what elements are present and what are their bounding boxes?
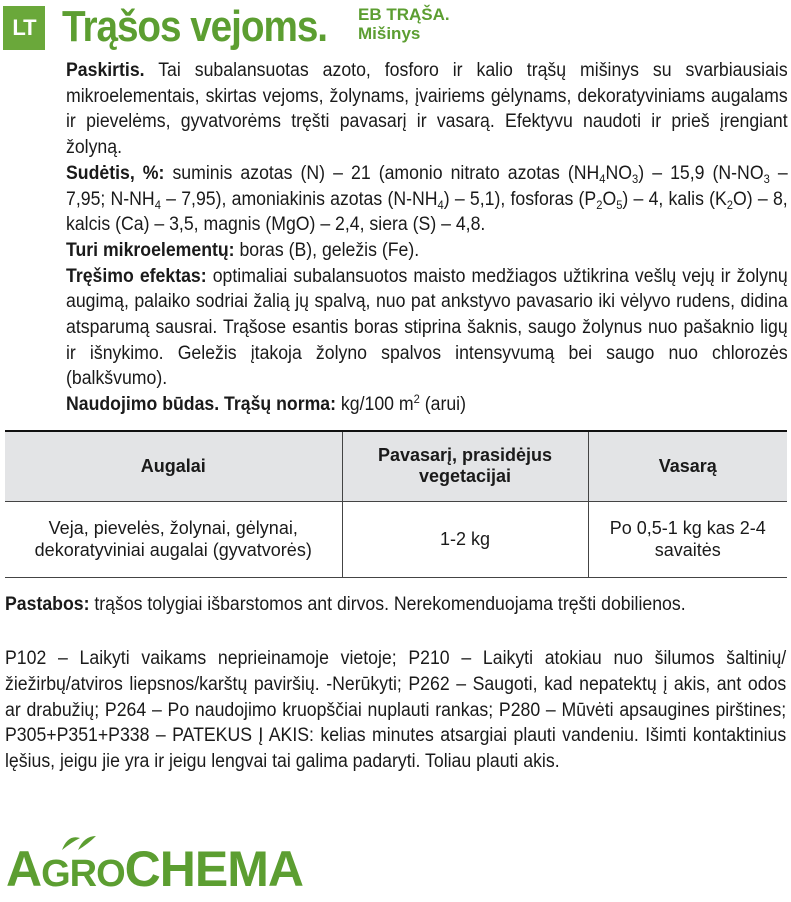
sudetis-label: Sudėtis, %:: [66, 162, 165, 184]
sudetis-text: ) – 4, kalis (K: [622, 188, 727, 210]
table-header: Vasarą: [588, 431, 787, 501]
subscript: 3: [763, 171, 770, 186]
precautionary-statements: P102 – Laikyti vaikams neprieinamoje vietoje; P210 – Laikyti atokiau nuo šilumos šaltinių/žiežirbų/atviros liepsnos/karštų paviršių. -Nerūkyti; P262 – Saugoti, kad nepatektų į akis, ant odos ar drabužių; P264 – Po naudojimo kruopščiai nuplauti rankas; P280 – Mūvėti apsaugines pirštines; P305+P351+P338 – PATEKUS Į AKIS: kelias minutes atsargiai plauti vandeniu. Išimti kontaktinius lęšius, jeigu jie yra ir jeigu lengvai tai galima padaryti. Toliau plauti akis.: [5, 648, 787, 773]
subscript: 4: [154, 197, 161, 212]
subscript: 3: [632, 171, 639, 186]
sudetis-text: ) – 5,1), fosforas (P: [443, 188, 597, 210]
sudetis-text: NO: [605, 162, 633, 184]
sudetis-text: – 7,95), amoniakinis azotas (N-NH: [160, 188, 438, 210]
subtitle-line-2: Mišinys: [358, 24, 421, 43]
superscript: 2: [413, 392, 420, 407]
paskirtis-text: Tai subalansuotas azoto, fosforo ir kalio trąšų mišinys su svarbiausiais mikroelementais, skirtas vejoms, žolynams, įvairiems gėlynams, dekoratyviniams augalams ir pievelėms, gyvatvorėms tręšti pavasarį ir vasarą. Efektyvu naudoti ir prieš įrengiant žolyną.: [66, 60, 788, 159]
logo-part-gro: GRO: [41, 853, 125, 895]
table-header: Pavasarį, prasidėjus vegetacijai: [342, 431, 588, 501]
naudojimas-text: kg/100 m: [336, 394, 414, 416]
table-cell: 1-2 kg: [342, 501, 588, 577]
logo-part-chema: CHEMA: [124, 841, 303, 897]
subtitle-line-1: EB TRĄŠA.: [358, 5, 450, 24]
pastabos-paragraph: [5, 592, 786, 618]
logo-wordmark: [6, 842, 303, 901]
sudetis-text: O: [602, 188, 617, 210]
mikro-label: Turi mikroelementų:: [66, 239, 235, 261]
subscript: 5: [616, 197, 623, 212]
agrochema-logo: [6, 832, 306, 898]
product-subtitle: [358, 5, 450, 43]
subscript: 2: [596, 197, 603, 212]
efektas-label: Tręšimo efektas:: [66, 265, 207, 287]
naudojimas-paragraph: [66, 392, 788, 418]
sudetis-text: suminis azotas (N) – 21 (amonio nitrato azotas (NH: [164, 162, 600, 184]
subscript: 2: [726, 197, 734, 212]
naudojimas-text-2: (arui): [419, 394, 466, 416]
header: [0, 0, 791, 58]
dosage-table: [5, 430, 787, 578]
table-header-row: [5, 431, 787, 501]
efektas-text: optimaliai subalansuotos maisto medžiagos užtikrina vešlų vejų ir žolynų augimą, palaiko sodriai žalią jų spalvą, nuo pat ankstyvo pavasario iki vėlyvo rudens, didina atsparumą sausrai. Trąšose esantis boras stiprina šaknis, saugo žolynus nuo pašaknio ligų ir išnykimo. Geležis įtakoja žolyno spalvos intensyvumą bei saugo nuo chlorozės (balkšvumo).: [66, 265, 788, 390]
efektas-paragraph: [66, 264, 788, 393]
sudetis-text: O) – 8, kalcis (Ca) – 3,5, magnis (MgO) – 2,4, siera (S) – 4,8.: [66, 188, 788, 236]
mikro-text: boras (B), geležis (Fe).: [234, 239, 420, 261]
subscript: 4: [599, 171, 606, 186]
mikroelementai-paragraph: [66, 238, 788, 264]
paskirtis-paragraph: [66, 58, 788, 161]
table-header: Augalai: [5, 431, 342, 501]
sudetis-text: – 7,95; N-NH: [66, 162, 788, 210]
pastabos-label: Pastabos:: [5, 594, 90, 615]
naudojimas-label: Naudojimo būdas. Trąšų norma:: [66, 394, 337, 416]
logo-part-a: A: [6, 841, 42, 897]
sudetis-paragraph: [66, 161, 788, 238]
description-block: [66, 58, 788, 418]
table-row: [5, 501, 787, 577]
language-badge: LT: [3, 6, 45, 50]
leaf-icon: [58, 832, 98, 852]
paskirtis-label: Paskirtis.: [66, 60, 145, 81]
subscript: 4: [437, 197, 444, 212]
table-cell: Po 0,5-1 kg kas 2-4 savaitės: [588, 501, 787, 577]
table-cell: Veja, pievelės, žolynai, gėlynai, dekoratyviniai augalai (gyvatvorės): [5, 501, 342, 577]
sudetis-text: ) – 15,9 (N-NO: [638, 162, 764, 184]
pastabos-text: trąšos tolygiai išbarstomos ant dirvos. Nerekomenduojama tręšti dobilienos.: [89, 594, 686, 615]
product-title: Trąšos vejoms.: [62, 2, 328, 51]
